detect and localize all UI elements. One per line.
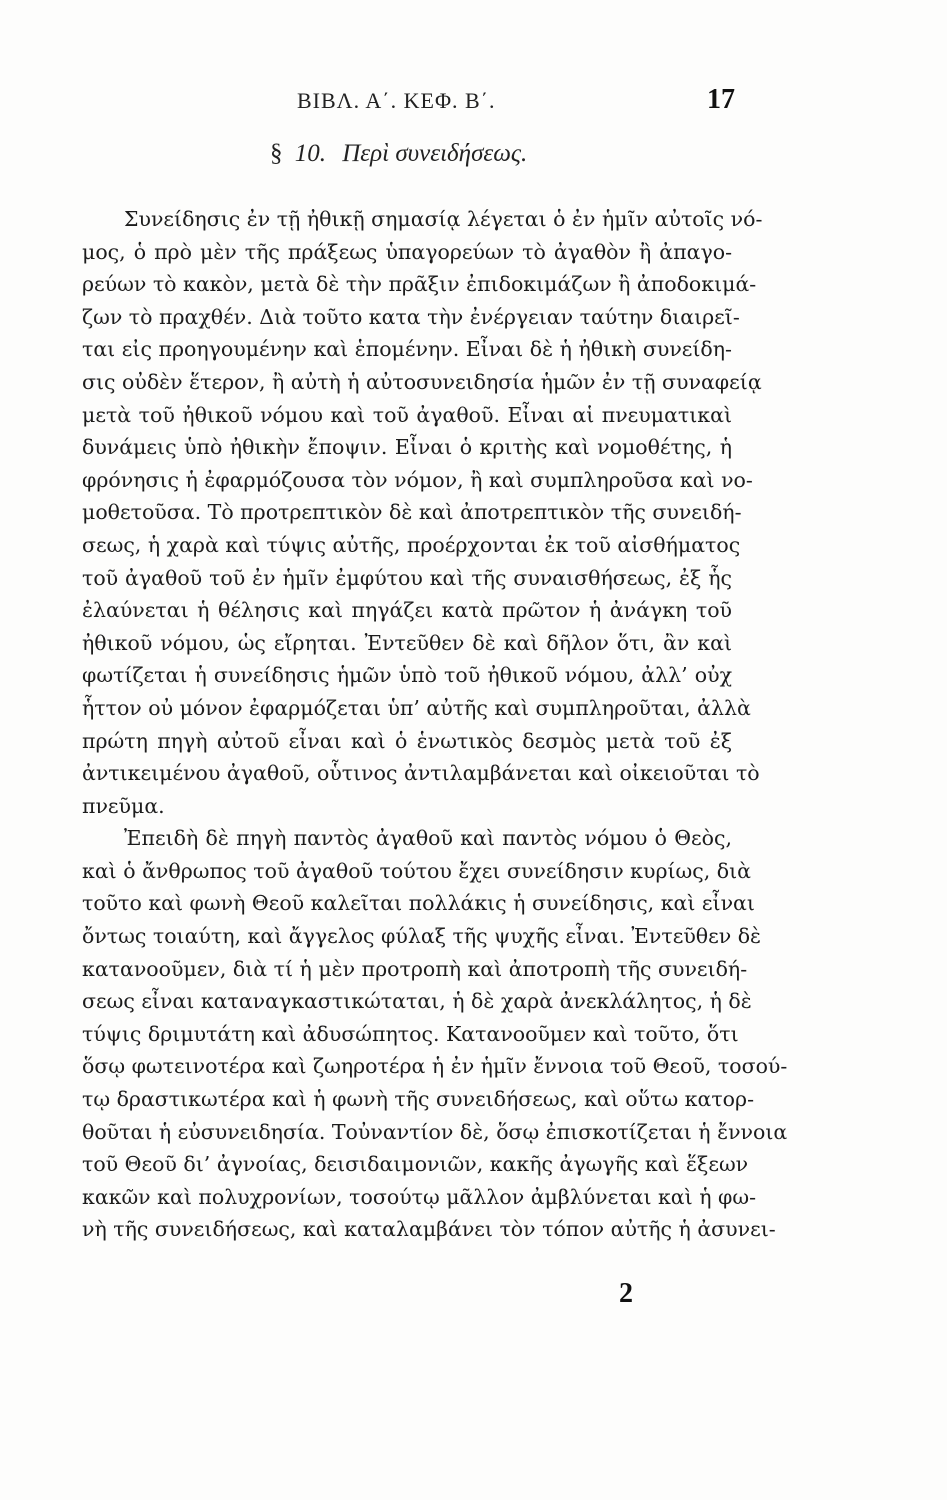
text-line: ἀντικειμένου ἀγαθοῦ, οὗτινος ἀντιλαμβάνεται καὶ οἰκειοῦται τὸ <box>82 761 760 786</box>
text-line: ὄντως τοιαύτη, καὶ ἄγγελος φύλαξ τῆς ψυχῆς εἶναι. Ἐντεῦθεν δὲ <box>82 924 762 949</box>
section-heading <box>270 140 527 168</box>
section-title: Περὶ συνειδήσεως. <box>342 140 528 167</box>
text-line: τοῦ ἀγαθοῦ τοῦ ἐν ἡμῖν ἐμφύτου καὶ τῆς συναισθήσεως, ἐξ ἧς <box>82 565 732 590</box>
text-line: Ἐπειδὴ δὲ πηγὴ παντὸς ἀγαθοῦ καὶ παντὸς νόμου ὁ Θεὸς, <box>124 826 732 851</box>
text-line: σεως εἶναι καταναγκαστικώταται, ἡ δὲ χαρὰ ἀνεκλάλητος, ἡ δὲ <box>82 989 752 1014</box>
body-text <box>82 203 788 1246</box>
text-line: πρώτη πηγὴ αὐτοῦ εἶναι καὶ ὁ ἑνωτικὸς δεσμὸς μετὰ τοῦ ἐξ <box>82 728 732 753</box>
text-line: ζων τὸ πραχθέν. Διὰ τοῦτο κατα τὴν ἐνέργειαν ταύτην διαιρεῖ- <box>82 304 740 329</box>
text-line: μετὰ τοῦ ἠθικοῦ νόμου καὶ τοῦ ἀγαθοῦ. Εἶναι αἱ πνευματικαὶ <box>82 402 732 427</box>
running-head <box>0 84 947 124</box>
text-line: δυνάμεις ὑπὸ ἠθικὴν ἔποψιν. Εἶναι ὁ κριτὴς καὶ νομοθέτης, ἡ <box>82 435 732 460</box>
text-line: τῳ δραστικωτέρα καὶ ἡ φωνὴ τῆς συνειδήσεως, καὶ οὕτω κατορ- <box>82 1087 754 1112</box>
text-line: τύψις δριμυτάτη καὶ ἀδυσώπητος. Κατανοοῦμεν καὶ τοῦτο, ὅτι <box>82 1021 739 1046</box>
text-line: ἠθικοῦ νόμου, ὡς εἴρηται. Ἐντεῦθεν δὲ καὶ δῆλον ὅτι, ἂν καὶ <box>82 630 732 655</box>
text-line: ἧττον οὐ μόνον ἐφαρμόζεται ὑπ’ αὐτῆς καὶ συμπληροῦται, ἀλλὰ <box>82 695 751 720</box>
text-line: Συνείδησις ἐν τῇ ἠθικῇ σημασίᾳ λέγεται ὁ ἐν ἡμῖν αὐτοῖς νό- <box>124 207 763 231</box>
running-title: ΒΙΒΛ. Α΄. ΚΕΦ. Β΄. <box>297 88 496 113</box>
text-line: φωτίζεται ἡ συνείδησις ἡμῶν ὑπὸ τοῦ ἠθικοῦ νόμου, ἀλλ’ οὐχ <box>82 663 732 688</box>
page-number: 17 <box>707 84 735 115</box>
text-line: τοῦ Θεοῦ δι’ ἀγνοίας, δεισιδαιμονιῶν, κακῆς ἀγωγῆς καὶ ἕξεων <box>82 1152 749 1177</box>
text-line: θοῦται ἡ εὐσυνειδησία. Τοὐναντίον δὲ, ὅσῳ ἐπισκοτίζεται ἡ ἔννοια <box>82 1119 788 1144</box>
text-line: νὴ τῆς συνειδήσεως, καὶ καταλαμβάνει τὸν τόπον αὐτῆς ἡ ἀσυνει- <box>82 1217 776 1242</box>
text-line: σεως, ἡ χαρὰ καὶ τύψις αὐτῆς, προέρχονται ἐκ τοῦ αἰσθήματος <box>82 532 741 557</box>
signature-mark: 2 <box>619 1278 633 1309</box>
text-line: ρεύων τὸ κακὸν, μετὰ δὲ τὴν πρᾶξιν ἐπιδοκιμάζων ἢ ἀποδοκιμά- <box>82 272 757 297</box>
text-line: κακῶν καὶ πολυχρονίων, τοσούτῳ μᾶλλον ἀμβλύνεται καὶ ἡ φω- <box>82 1184 756 1209</box>
text-line: κατανοοῦμεν, διὰ τί ἡ μὲν προτροπὴ καὶ ἀποτροπὴ τῆς συνειδή- <box>82 956 748 981</box>
text-line: καὶ ὁ ἄνθρωπος τοῦ ἀγαθοῦ τούτου ἔχει συνείδησιν κυρίως, διὰ <box>82 858 751 883</box>
section-mark: § <box>270 140 283 167</box>
text-line: μοθετοῦσα. Τὸ προτρεπτικὸν δὲ καὶ ἀποτρεπτικὸν τῆς συνειδή- <box>82 500 742 525</box>
text-line: φρόνησις ἡ ἐφαρμόζουσα τὸν νόμον, ἢ καὶ συμπληροῦσα καὶ νο- <box>82 467 753 492</box>
text-line: πνεῦμα. <box>82 793 165 818</box>
text-line: ἐλαύνεται ἡ θέλησις καὶ πηγάζει κατὰ πρῶτον ἡ ἀνάγκη τοῦ <box>82 598 732 623</box>
text-line: τοῦτο καὶ φωνὴ Θεοῦ καλεῖται πολλάκις ἡ συνείδησις, καὶ εἶναι <box>82 891 755 916</box>
text-line: ὅσῳ φωτεινοτέρα καὶ ζωηροτέρα ἡ ἐν ἡμῖν ἔννοια τοῦ Θεοῦ, τοσού- <box>82 1054 788 1079</box>
section-number: 10. <box>294 140 326 167</box>
text-line: ται εἰς προηγουμένην καὶ ἑπομένην. Εἶναι δὲ ἡ ἠθικὴ συνείδη- <box>82 337 732 362</box>
text-line: σις οὐδὲν ἕτερον, ἢ αὐτὴ ἡ αὐτοσυνειδησία ἡμῶν ἐν τῇ συναφείᾳ <box>82 369 762 394</box>
text-line: μος, ὁ πρὸ μὲν τῆς πράξεως ὑπαγορεύων τὸ ἀγαθὸν ἢ ἀπαγο- <box>82 239 732 264</box>
